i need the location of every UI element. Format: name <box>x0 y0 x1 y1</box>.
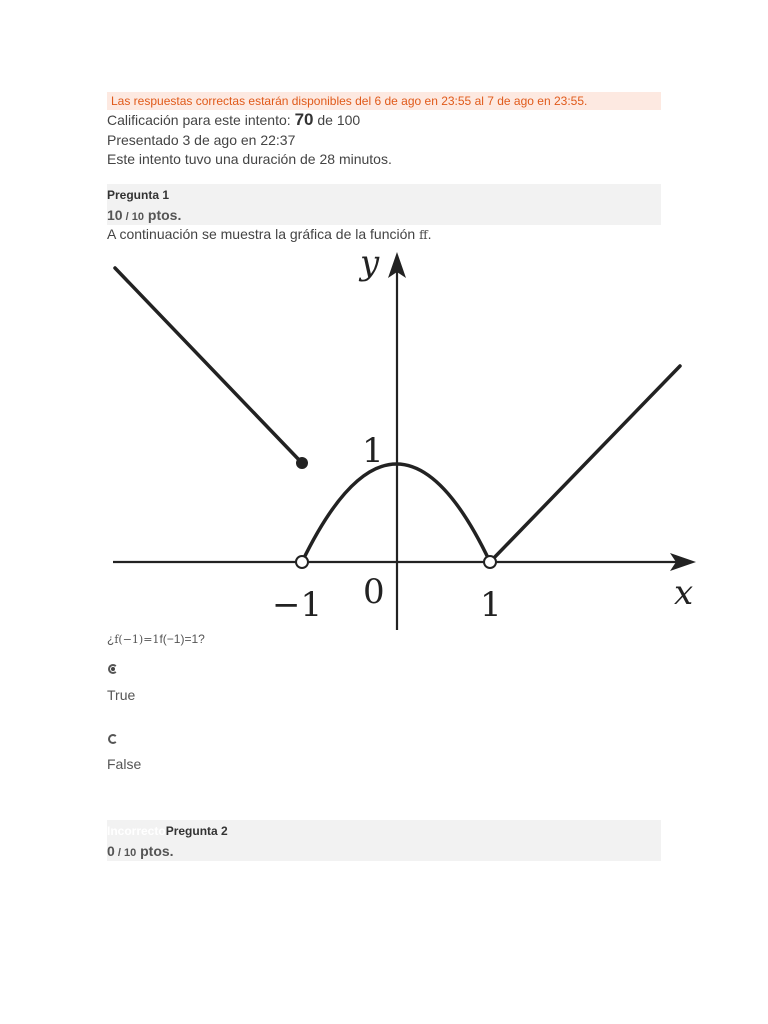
score-suffix: de 100 <box>313 112 361 128</box>
points-total: 10 <box>123 847 137 859</box>
closed-point-neg1 <box>296 457 308 469</box>
points-scored: 10 <box>107 207 123 223</box>
points-unit: ptos. <box>136 843 174 859</box>
question-2-points <box>107 843 174 859</box>
x-tick-label-neg1: −1 <box>272 585 323 625</box>
function-symbol: ff <box>419 228 428 242</box>
y-tick-label-1: 1 <box>362 431 384 471</box>
question-2-title: Pregunta 2 <box>165 824 228 838</box>
score-value: 70 <box>294 110 314 129</box>
open-point-pos1 <box>484 556 496 568</box>
attempt-submitted: Presentado 3 de ago en 22:37 <box>107 132 296 148</box>
answers-availability-notice: Las respuestas correctas estarán disponibles del 6 de ago en 23:55 al 7 de ago en 23:55. <box>107 92 661 110</box>
prompt-math: f(−1)=1 <box>114 633 160 646</box>
x-tick-label-pos1: 1 <box>480 585 502 625</box>
radio-selected-dot <box>111 667 115 671</box>
x-axis-label: x <box>674 573 694 613</box>
y-axis-label: y <box>360 243 380 283</box>
origin-label: 0 <box>363 572 385 612</box>
radio-false[interactable] <box>108 734 118 744</box>
right-line-segment <box>490 366 680 562</box>
prompt-open: ¿ <box>107 632 115 646</box>
attempt-duration: Este intento tuvo una duración de 28 minutos. <box>107 151 392 167</box>
points-sep: / <box>122 211 132 223</box>
question-text: A continuación se muestra la gráfica de la función <box>107 226 420 242</box>
question-1-prompt <box>107 632 205 646</box>
question-1-title: Pregunta 1 <box>107 188 170 202</box>
points-scored: 0 <box>107 843 115 859</box>
points-total: 10 <box>131 211 144 223</box>
open-point-neg1 <box>296 556 308 568</box>
left-line-segment <box>115 268 302 463</box>
prompt-close: ? <box>198 632 205 646</box>
option-false-label[interactable]: False <box>107 756 142 772</box>
option-true-label[interactable]: True <box>107 687 136 703</box>
points-sep: / <box>114 847 124 859</box>
question-2-header <box>107 820 661 861</box>
prompt-plain: f(−1)=1 <box>159 632 199 646</box>
question-text-end: . <box>427 226 432 242</box>
points-unit: ptos. <box>144 207 182 223</box>
score-label: Calificación para este intento: <box>107 112 295 128</box>
incorrect-badge: Incorrecto <box>107 824 166 838</box>
question-2-title-row <box>107 824 228 838</box>
radio-true[interactable] <box>108 664 118 674</box>
